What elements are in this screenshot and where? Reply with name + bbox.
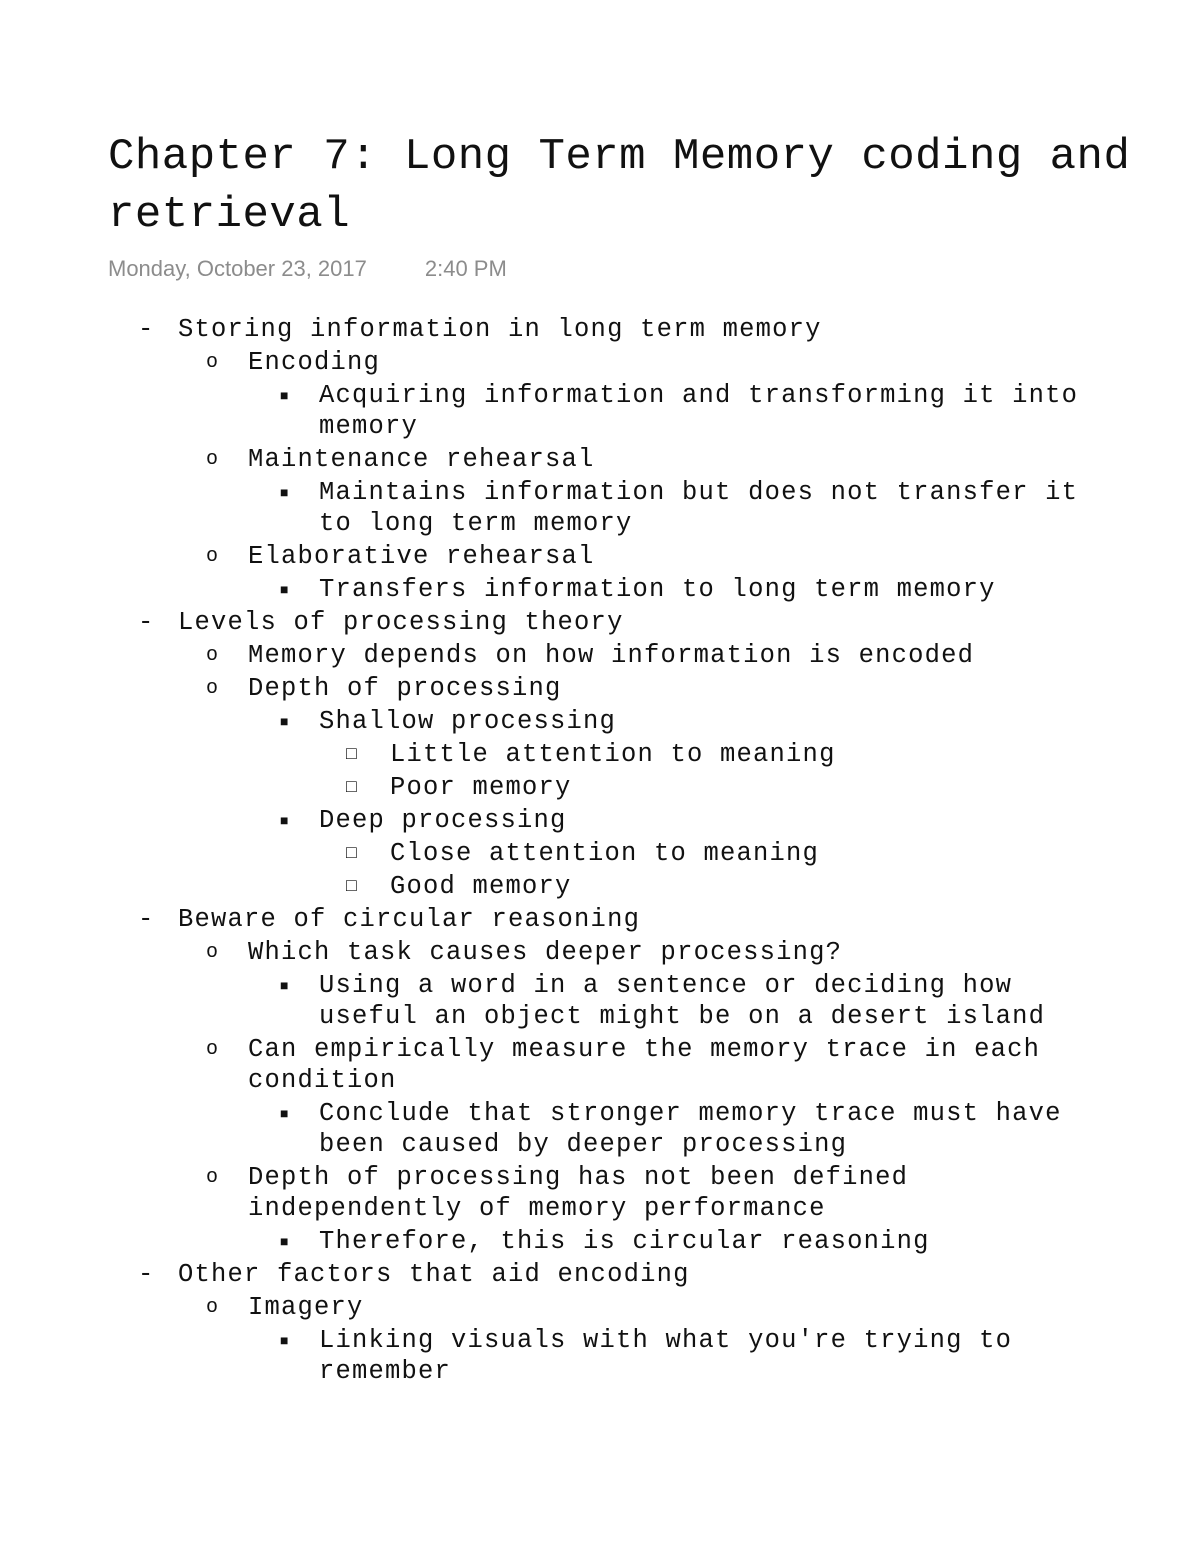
outline-item-level-2 [0, 444, 1128, 475]
outline-item-text: Acquiring information and transforming it into memory [319, 381, 1079, 441]
bullet-marker: o [206, 941, 220, 964]
outline-item-level-3 [0, 970, 1119, 1032]
outline-item-level-3 [0, 477, 1119, 539]
bullet-marker: ■ [280, 814, 290, 830]
outline-item-level-4 [0, 838, 1130, 869]
outline-item-text: Conclude that stronger memory trace must have been caused by deeper processing [319, 1099, 1062, 1159]
outline-item-level-3 [0, 1226, 1119, 1257]
outline-item-level-3 [0, 706, 1119, 737]
outline-item-level-1 [0, 904, 1138, 935]
bullet-marker: o [206, 351, 220, 374]
bullet-marker: - [138, 315, 155, 344]
outline-item-text: Transfers information to long term memory [319, 575, 996, 604]
outline-item-text: Good memory [390, 872, 572, 901]
outline-item-level-2 [0, 673, 1128, 704]
outline-item-level-1 [0, 1259, 1138, 1290]
outline-item-level-3 [0, 574, 1119, 605]
bullet-marker: ■ [280, 486, 290, 502]
bullet-marker: ■ [280, 1235, 290, 1251]
bullet-marker: □ [346, 745, 359, 765]
outline-item-text: Elaborative rehearsal [248, 542, 595, 571]
outline-item-text: Therefore, this is circular reasoning [319, 1227, 930, 1256]
bullet-marker: o [206, 1296, 220, 1319]
bullet-marker: - [138, 608, 155, 637]
bullet-marker: □ [346, 877, 359, 897]
outline-item-text: Linking visuals with what you're trying to remember [319, 1326, 1013, 1386]
bullet-marker: o [206, 1038, 220, 1061]
outline-item-text: Memory depends on how information is encoded [248, 641, 975, 670]
outline-item-level-4 [0, 739, 1130, 770]
outline-item-level-2 [0, 347, 1128, 378]
outline-item-level-2 [0, 1162, 1128, 1224]
outline-item-text: Close attention to meaning [390, 839, 820, 868]
outline-item-text: Shallow processing [319, 707, 617, 736]
bullet-marker: ■ [280, 1334, 290, 1350]
outline-item-level-3 [0, 380, 1119, 442]
bullet-marker: - [138, 905, 155, 934]
page-date: Monday, October 23, 2017 [108, 256, 367, 281]
outline-item-text: Poor memory [390, 773, 572, 802]
outline-item-level-1 [0, 607, 1138, 638]
bullet-marker: ■ [280, 583, 290, 599]
outline-item-text: Beware of circular reasoning [178, 905, 641, 934]
page-time: 2:40 PM [424, 256, 507, 281]
outline-item-level-4 [0, 772, 1130, 803]
outline-item-text: Depth of processing has not been defined independently of memory performance [248, 1163, 909, 1223]
outline-item-level-1 [0, 314, 1138, 345]
outline-item-level-3 [0, 1325, 1119, 1387]
outline-item-text: Levels of processing theory [178, 608, 624, 637]
outline-item-level-2 [0, 937, 1128, 968]
outline-item-level-2 [0, 1034, 1128, 1096]
outline-item-level-4 [0, 871, 1130, 902]
bullet-marker: ■ [280, 389, 290, 405]
notes-outline [0, 314, 1200, 1436]
outline-item-text: Encoding [248, 348, 381, 377]
outline-item-level-3 [0, 1098, 1119, 1160]
outline-item-text: Using a word in a sentence or deciding how useful an object might be on a desert island [319, 971, 1046, 1031]
bullet-marker: □ [346, 844, 359, 864]
bullet-marker: o [206, 448, 220, 471]
outline-item-text: Maintenance rehearsal [248, 445, 595, 474]
bullet-marker: ■ [280, 979, 290, 995]
outline-item-text: Can empirically measure the memory trace in each condition [248, 1035, 1041, 1095]
outline-item-text: Depth of processing [248, 674, 562, 703]
outline-item-level-3 [0, 805, 1119, 836]
outline-item-text: Which task causes deeper processing? [248, 938, 843, 967]
outline-item-text: Little attention to meaning [390, 740, 836, 769]
outline-item-text: Deep processing [319, 806, 567, 835]
bullet-marker: o [206, 677, 220, 700]
page-title: Chapter 7: Long Term Memory coding and retrieval [108, 132, 1131, 240]
bullet-marker: o [206, 644, 220, 667]
outline-item-text: Storing information in long term memory [178, 315, 822, 344]
bullet-marker: - [138, 1260, 155, 1289]
bullet-marker: □ [346, 778, 359, 798]
outline-item-level-2 [0, 1292, 1128, 1323]
outline-item-text: Other factors that aid encoding [178, 1260, 690, 1289]
bullet-marker: ■ [280, 1107, 290, 1123]
bullet-marker: o [206, 545, 220, 568]
outline-item-text: Maintains information but does not transfer it to long term memory [319, 478, 1079, 538]
outline-item-level-2 [0, 541, 1128, 572]
bullet-marker: ■ [280, 715, 290, 731]
outline-item-text: Imagery [248, 1293, 364, 1322]
page-timestamp [108, 256, 507, 282]
outline-item-level-2 [0, 640, 1128, 671]
bullet-marker: o [206, 1166, 220, 1189]
